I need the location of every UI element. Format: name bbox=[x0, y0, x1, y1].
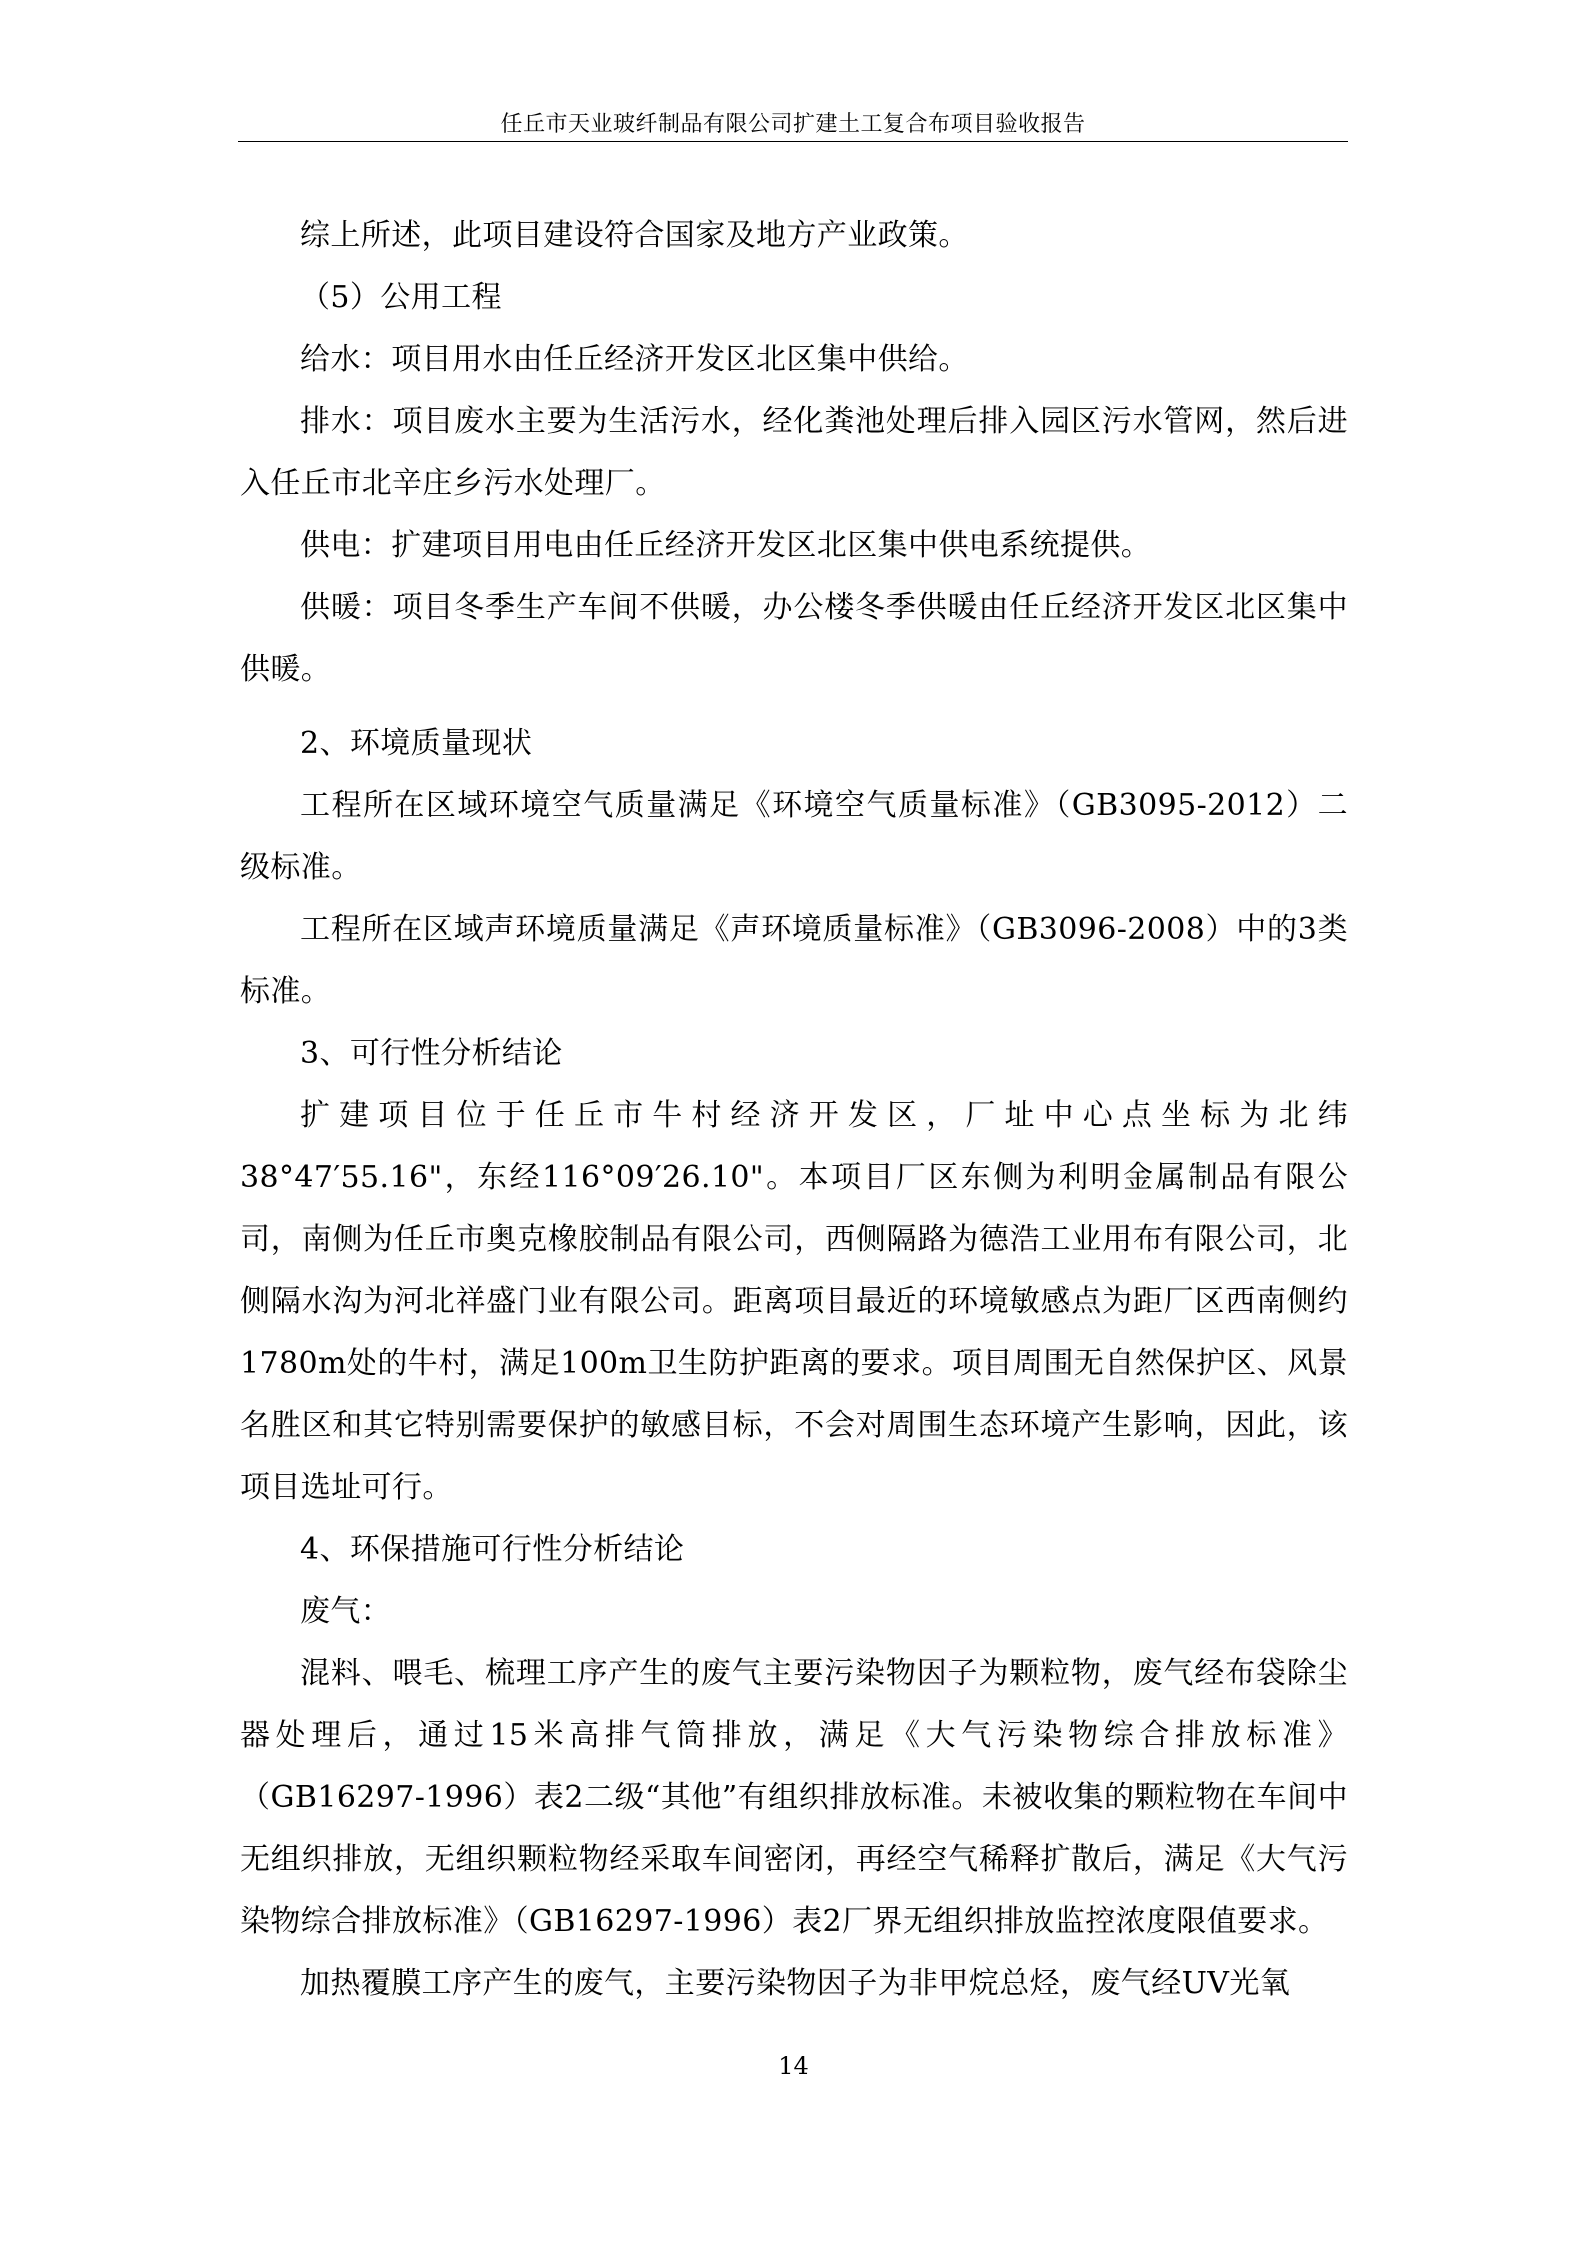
heading-feasibility: 3、可行性分析结论 bbox=[300, 1036, 563, 1071]
paragraph-waste-gas-label: 废气： bbox=[300, 1594, 392, 1629]
page-number: 14 bbox=[778, 2052, 809, 2080]
paragraph-heating: 供暖：项目冬季生产车间不供暖，办公楼冬季供暖由任丘经济开发区北区集中供暖。 bbox=[240, 590, 1348, 687]
paragraph-water-supply: 给水：项目用水由任丘经济开发区北区集中供给。 bbox=[300, 342, 969, 377]
paragraph-noise-quality: 工程所在区域声环境质量满足《声环境质量标准》（GB3096-2008）中的3类标准。 bbox=[240, 912, 1348, 1009]
page-header-title: 任丘市天业玻纤制品有限公司扩建土工复合布项目验收报告 bbox=[500, 112, 1086, 137]
header-divider bbox=[238, 141, 1348, 142]
heading-environment-quality: 2、环境质量现状 bbox=[300, 726, 533, 761]
heading-public-works: （5）公用工程 bbox=[300, 280, 502, 315]
paragraph-vocs-emissions: 加热覆膜工序产生的废气，主要污染物因子为非甲烷总烃，废气经UV光氧 bbox=[300, 1966, 1291, 2001]
paragraph-site-feasibility: 扩建项目位于任丘市牛村经济开发区，厂址中心点坐标为北纬38°47′55.16"，东经116°09′26.10"。本项目厂区东侧为利明金属制品有限公司，南侧为任丘市奥克橡胶制品有限公司，西侧隔路为德浩工业用布有限公司，北侧隔水沟为河北祥盛门业有限公司。距离项目最近的环境敏感点为距厂区西南侧约1780m处的牛村，满足100m卫生防护距离的要求。项目周围无自然保护区、风景名胜区和其它特别需要保护的敏感目标，不会对周围生态环境产生影响，因此，该项目选址可行。 bbox=[240, 1098, 1348, 1505]
document-body bbox=[240, 205, 1348, 2015]
heading-environmental-measures: 4、环保措施可行性分析结论 bbox=[300, 1532, 685, 1567]
paragraph-summary: 综上所述，此项目建设符合国家及地方产业政策。 bbox=[300, 218, 969, 253]
paragraph-particulate-emissions: 混料、喂毛、梳理工序产生的废气主要污染物因子为颗粒物，废气经布袋除尘器处理后，通过15米高排气筒排放，满足《大气污染物综合排放标准》（GB16297-1996）表2二级“其他”有组织排放标准。未被收集的颗粒物在车间中无组织排放，无组织颗粒物经采取车间密闭，再经空气稀释扩散后，满足《大气污染物综合排放标准》（GB16297-1996）表2厂界无组织排放监控浓度限值要求。 bbox=[240, 1656, 1348, 1939]
paragraph-air-quality: 工程所在区域环境空气质量满足《环境空气质量标准》（GB3095-2012）二级标准。 bbox=[240, 788, 1348, 885]
paragraph-power-supply: 供电：扩建项目用电由任丘经济开发区北区集中供电系统提供。 bbox=[300, 528, 1152, 563]
paragraph-drainage: 排水：项目废水主要为生活污水，经化粪池处理后排入园区污水管网，然后进入任丘市北辛庄乡污水处理厂。 bbox=[240, 404, 1348, 501]
